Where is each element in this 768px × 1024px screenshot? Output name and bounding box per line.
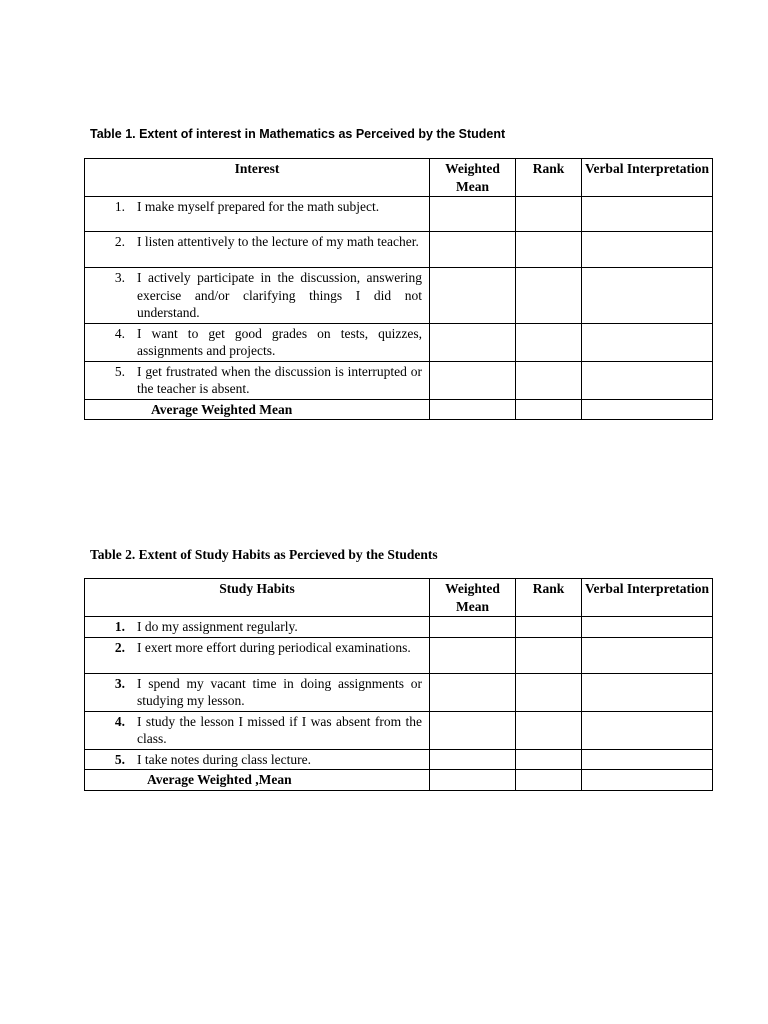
item-number: 5. <box>114 751 125 767</box>
weighted-mean-cell[interactable] <box>430 617 516 638</box>
rank-cell[interactable] <box>516 637 582 673</box>
item-number: 1. <box>114 619 125 634</box>
item-number: 4. <box>114 325 125 341</box>
table-row <box>85 711 713 749</box>
table2-caption: Table 2. Extent of Study Habits as Percieved by the Students <box>90 547 438 562</box>
table-row <box>85 673 713 711</box>
verbal-interpretation-cell[interactable] <box>582 749 713 770</box>
weighted-mean-cell[interactable] <box>430 361 516 399</box>
item-number: 5. <box>114 363 125 379</box>
item-number: 2. <box>114 639 125 655</box>
weighted-mean-cell[interactable] <box>430 749 516 770</box>
item-text: I get frustrated when the discussion is interrupted or the teacher is absent. <box>137 363 422 396</box>
item-text: I actively participate in the discussion, answering exercise and/or clarifying things I did not understand. <box>137 270 422 320</box>
header-weighted-mean: Weighted Mean <box>430 159 516 197</box>
table-footer-row <box>85 770 713 791</box>
item-text: I study the lesson I missed if I was absent from the class. <box>137 713 422 746</box>
rank-cell[interactable] <box>516 399 582 420</box>
table-header-row <box>85 159 713 197</box>
header-verbal-interpretation: Verbal Interpretation <box>582 159 713 197</box>
rank-cell[interactable] <box>516 770 582 791</box>
item-number: 3. <box>114 270 125 285</box>
item-number: 1. <box>114 199 125 214</box>
table1-caption: Table 1. Extent of interest in Mathematics as Perceived by the Student <box>90 127 506 141</box>
table-footer-row <box>85 399 713 420</box>
verbal-interpretation-cell[interactable] <box>582 232 713 268</box>
rank-cell[interactable] <box>516 232 582 268</box>
rank-cell[interactable] <box>516 749 582 770</box>
verbal-interpretation-cell[interactable] <box>582 268 713 324</box>
header-study-habits: Study Habits <box>85 579 430 617</box>
verbal-interpretation-cell[interactable] <box>582 361 713 399</box>
average-weighted-mean-label: Average Weighted ,Mean <box>147 772 292 787</box>
verbal-interpretation-cell[interactable] <box>582 197 713 232</box>
header-rank: Rank <box>516 159 582 197</box>
item-text: I exert more effort during periodical examinations. <box>137 639 411 655</box>
item-text: I spend my vacant time in doing assignments or studying my lesson. <box>137 675 422 708</box>
average-weighted-mean-label: Average Weighted Mean <box>151 401 293 417</box>
rank-cell[interactable] <box>516 711 582 749</box>
verbal-interpretation-cell[interactable] <box>582 673 713 711</box>
header-verbal-interpretation: Verbal Interpretation <box>582 579 713 617</box>
table-row <box>85 197 713 232</box>
average-weighted-mean-cell[interactable] <box>430 770 516 791</box>
item-text: I take notes during class lecture. <box>137 751 311 767</box>
item-text: I listen attentively to the lecture of my math teacher. <box>137 234 419 249</box>
item-number: 3. <box>114 675 125 691</box>
study-habits-table <box>84 578 713 791</box>
verbal-interpretation-cell[interactable] <box>582 637 713 673</box>
table-row <box>85 637 713 673</box>
table-row <box>85 268 713 324</box>
table-row <box>85 749 713 770</box>
rank-cell[interactable] <box>516 361 582 399</box>
table-row <box>85 617 713 638</box>
rank-cell[interactable] <box>516 323 582 361</box>
header-weighted-mean: Weighted Mean <box>430 579 516 617</box>
weighted-mean-cell[interactable] <box>430 637 516 673</box>
table-header-row <box>85 579 713 617</box>
rank-cell[interactable] <box>516 197 582 232</box>
rank-cell[interactable] <box>516 268 582 324</box>
rank-cell[interactable] <box>516 617 582 638</box>
weighted-mean-cell[interactable] <box>430 268 516 324</box>
item-text: I do my assignment regularly. <box>137 619 298 634</box>
average-weighted-mean-cell[interactable] <box>430 399 516 420</box>
item-text: I want to get good grades on tests, quizzes, assignments and projects. <box>137 325 422 358</box>
verbal-interpretation-cell[interactable] <box>582 617 713 638</box>
header-rank: Rank <box>516 579 582 617</box>
item-number: 4. <box>114 713 125 729</box>
verbal-interpretation-cell[interactable] <box>582 323 713 361</box>
rank-cell[interactable] <box>516 673 582 711</box>
weighted-mean-cell[interactable] <box>430 711 516 749</box>
item-text: I make myself prepared for the math subject. <box>137 199 380 214</box>
table-row <box>85 361 713 399</box>
weighted-mean-cell[interactable] <box>430 323 516 361</box>
verbal-interpretation-cell[interactable] <box>582 399 713 420</box>
weighted-mean-cell[interactable] <box>430 673 516 711</box>
header-interest: Interest <box>85 159 430 197</box>
verbal-interpretation-cell[interactable] <box>582 770 713 791</box>
weighted-mean-cell[interactable] <box>430 232 516 268</box>
table-row <box>85 232 713 268</box>
table-row <box>85 323 713 361</box>
interest-table <box>84 158 713 420</box>
weighted-mean-cell[interactable] <box>430 197 516 232</box>
verbal-interpretation-cell[interactable] <box>582 711 713 749</box>
item-number: 2. <box>114 234 125 249</box>
